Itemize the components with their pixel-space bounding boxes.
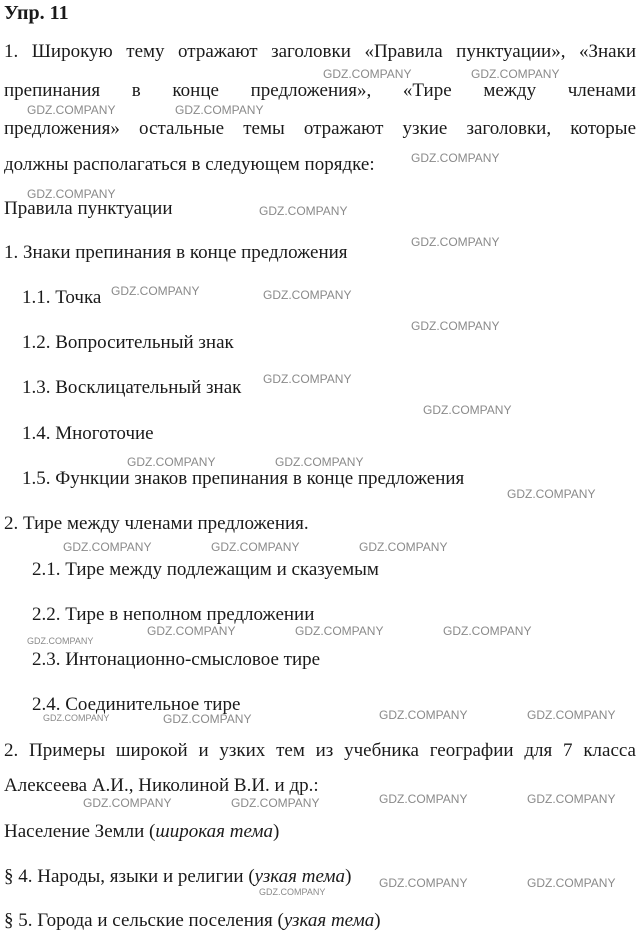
example-close: ) <box>345 866 352 887</box>
example-text: Население Земли ( <box>4 821 156 842</box>
section-2-item: 2.3. Интонационно-смысловое тире <box>32 649 321 670</box>
section-1-item: 1.2. Вопросительный знак <box>22 332 234 353</box>
watermark: GDZ.COMPANY <box>175 103 264 117</box>
example-text: § 5. Города и сельские поселения ( <box>4 910 284 931</box>
example-close: ) <box>273 821 280 842</box>
watermark: GDZ.COMPANY <box>231 796 320 810</box>
watermark: GDZ.COMPANY <box>423 403 512 417</box>
example-narrow-topic-2 <box>4 910 381 932</box>
watermark: GDZ.COMPANY <box>379 876 468 890</box>
watermark: GDZ.COMPANY <box>111 284 200 298</box>
watermark: GDZ.COMPANY <box>263 288 352 302</box>
paragraph-2-line-1: 2. Примеры широкой и узких тем из учебника географии для 7 класса <box>4 740 636 761</box>
watermark: GDZ.COMPANY <box>27 187 116 201</box>
watermark: GDZ.COMPANY <box>295 624 384 638</box>
watermark: GDZ.COMPANY <box>507 487 596 501</box>
section-1-item: 1.1. Точка <box>22 287 102 308</box>
watermark: GDZ.COMPANY <box>411 151 500 165</box>
example-wide-topic <box>4 821 279 843</box>
section-1-item: 1.3. Восклицательный знак <box>22 377 242 398</box>
paragraph-1-line-2: препинания в конце предложения», «Тире между членами <box>4 80 636 101</box>
section-1-heading: 1. Знаки препинания в конце предложения <box>4 242 348 263</box>
watermark: GDZ.COMPANY <box>63 540 152 554</box>
watermark: GDZ.COMPANY <box>83 796 172 810</box>
watermark: GDZ.COMPANY <box>275 455 364 469</box>
exercise-title: Упр. 11 <box>4 2 69 24</box>
watermark: GDZ.COMPANY <box>527 708 616 722</box>
example-narrow-topic-1 <box>4 866 351 888</box>
watermark: GDZ.COMPANY <box>379 792 468 806</box>
example-note: широкая тема <box>155 821 274 842</box>
paragraph-1-line-4: должны располагаться в следующем порядке: <box>4 154 375 175</box>
section-2-item: 2.2. Тире в неполном предложении <box>32 604 315 625</box>
section-1-item: 1.5. Функции знаков препинания в конце предложения <box>22 468 465 489</box>
watermark: GDZ.COMPANY <box>411 235 500 249</box>
section-2-item: 2.1. Тире между подлежащим и сказуемым <box>32 559 379 580</box>
watermark: GDZ.COMPANY <box>323 67 412 81</box>
watermark: GDZ.COMPANY <box>379 708 468 722</box>
example-text: § 4. Народы, языки и религии ( <box>4 866 255 887</box>
watermark: GDZ.COMPANY <box>27 103 116 117</box>
section-2-item: 2.4. Соединительное тире <box>32 694 241 715</box>
example-note: узкая тема <box>254 866 346 887</box>
watermark: GDZ.COMPANY <box>163 712 252 726</box>
watermark: GDZ.COMPANY <box>43 713 110 723</box>
watermark: GDZ.COMPANY <box>527 876 616 890</box>
watermark: GDZ.COMPANY <box>411 319 500 333</box>
outline-root: Правила пунктуации <box>4 198 173 219</box>
example-close: ) <box>374 910 381 931</box>
watermark: GDZ.COMPANY <box>359 540 448 554</box>
watermark: GDZ.COMPANY <box>263 372 352 386</box>
watermark: GDZ.COMPANY <box>527 792 616 806</box>
watermark: GDZ.COMPANY <box>27 636 94 646</box>
watermark: GDZ.COMPANY <box>259 887 326 897</box>
paragraph-1-line-1: 1. Широкую тему отражают заголовки «Правила пунктуации», «Знаки <box>4 41 636 62</box>
section-2-heading: 2. Тире между членами предложения. <box>4 513 309 534</box>
watermark: GDZ.COMPANY <box>147 624 236 638</box>
section-1-item: 1.4. Многоточие <box>22 423 154 444</box>
paragraph-2-line-2: Алексеева А.И., Николиной В.И. и др.: <box>4 775 319 796</box>
watermark: GDZ.COMPANY <box>127 455 216 469</box>
watermark: GDZ.COMPANY <box>211 540 300 554</box>
watermark: GDZ.COMPANY <box>471 67 560 81</box>
paragraph-1-line-3: предложения» остальные темы отражают узкие заголовки, которые <box>4 118 636 139</box>
watermark: GDZ.COMPANY <box>443 624 532 638</box>
watermark: GDZ.COMPANY <box>259 204 348 218</box>
example-note: узкая тема <box>283 910 375 931</box>
